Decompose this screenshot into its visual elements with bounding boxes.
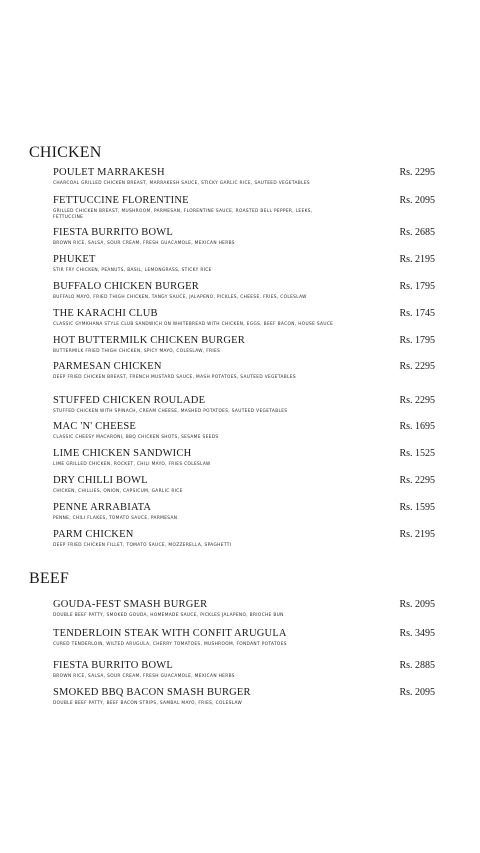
item-description: PENNE, CHILI FLAKES, TOMATO SAUCE, PARMESAN [53, 516, 178, 521]
menu-item [53, 335, 443, 355]
section-title-beef: BEEF [29, 570, 69, 587]
item-description: GRILLED CHICKEN BREAST, MUSHROOM, PARMESAN, FLORENTINE SAUCE, ROASTED BELL PEPPER, LEEKS, FETTUCCINE [53, 209, 313, 220]
item-name: DRY CHILLI BOWL [53, 475, 148, 486]
item-description: CHARCOAL GRILLED CHICKEN BREAST, MARRAKESH SAUCE, STICKY GARLIC RICE, SAUTEED VEGETABLES [53, 181, 310, 186]
item-name: MAC 'N' CHEESE [53, 421, 137, 432]
item-price: Rs. 2295 [399, 395, 435, 406]
item-price: Rs. 2095 [399, 599, 435, 610]
item-description: BUTTERMILK FRIED THIGH CHICKEN, SPICY MAYO, COLESLAW, FRIES [53, 349, 221, 354]
menu-item [53, 395, 443, 415]
item-name: LIME CHICKEN SANDWICH [53, 448, 192, 459]
item-name: FIESTA BURRITO BOWL [53, 227, 174, 238]
item-description: LIME GRILLED CHICKEN, ROCKET, CHILI MAYO, FRIES COLESLAW [53, 462, 211, 467]
item-name: FIESTA BURRITO BOWL [53, 660, 174, 671]
item-description: BROWN RICE, SALSA, SOUR CREAM, FRESH GUACAMOLE, MEXICAN HERBS [53, 241, 235, 246]
menu-item [53, 448, 443, 468]
item-name: TENDERLOIN STEAK WITH CONFIT ARUGULA [53, 628, 287, 639]
item-name: SMOKED BBQ BACON SMASH BURGER [53, 687, 251, 698]
item-description: STUFFED CHICKEN WITH SPINACH, CREAM CHEESE, MASHED POTATOES, SAUTEED VEGETABLES [53, 409, 288, 414]
item-name: POULET MARRAKESH [53, 167, 165, 178]
menu-item [53, 308, 443, 328]
item-description: DOUBLE BEEF PATTY, BEEF BACON STRIPS, SAMBAL MAYO, FRIES, COLESLAW [53, 701, 243, 706]
item-name: STUFFED CHICKEN ROULADE [53, 395, 206, 406]
menu-item [53, 361, 443, 381]
item-price: Rs. 2095 [399, 195, 435, 206]
menu-item [53, 475, 443, 495]
menu-item [53, 529, 443, 549]
item-price: Rs. 2295 [399, 475, 435, 486]
item-price: Rs. 2295 [399, 167, 435, 178]
menu-item [53, 281, 443, 301]
item-price: Rs. 1745 [399, 308, 435, 319]
item-price: Rs. 2095 [399, 687, 435, 698]
item-price: Rs. 1695 [399, 421, 435, 432]
menu-item [53, 227, 443, 247]
menu-item [53, 660, 443, 680]
menu-item [53, 421, 443, 441]
item-name: THE KARACHI CLUB [53, 308, 158, 319]
item-description: STIR FRY CHICKEN, PEANUTS, BASIL, LEMONGRASS, STICKY RICE [53, 268, 212, 273]
item-price: Rs. 1525 [399, 448, 435, 459]
menu-item [53, 599, 443, 619]
item-name: PENNE ARRABIATA [53, 502, 152, 513]
item-price: Rs. 3495 [399, 628, 435, 639]
menu-item [53, 167, 443, 187]
item-price: Rs. 2295 [399, 361, 435, 372]
menu-item [53, 628, 443, 648]
item-price: Rs. 2195 [399, 254, 435, 265]
menu-item [53, 502, 443, 522]
item-price: Rs. 2885 [399, 660, 435, 671]
item-name: GOUDA-FEST SMASH BURGER [53, 599, 208, 610]
item-price: Rs. 1595 [399, 502, 435, 513]
menu-item [53, 195, 443, 221]
item-name: HOT BUTTERMILK CHICKEN BURGER [53, 335, 245, 346]
menu-item [53, 687, 443, 707]
item-description: CURED TENDERLOIN, WILTED ARUGULA, CHERRY TOMATOES, MUSHROOM, FONDANT POTATOES [53, 642, 287, 647]
item-description: CLASSIC GYMKHANA STYLE CLUB SANDWICH ON WHITEBREAD WITH CHICKEN, EGGS, BEEF BACON, HOUSE SAUCE [53, 322, 334, 327]
item-description: BROWN RICE, SALSA, SOUR CREAM, FRESH GUACAMOLE, MEXICAN HERBS [53, 674, 235, 679]
item-description: BUFFALO MAYO, FRIED THIGH CHICKEN, TANGY SAUCE, JALAPENO, PICKLES, CHEESE, FRIES, COLESLAW [53, 295, 307, 300]
item-description: DEEP FRIED CHICKEN FILLET, TOMATO SAUCE, MOZZERELLA, SPAGHETTI [53, 543, 232, 548]
section-title-chicken: CHICKEN [29, 144, 102, 161]
item-description: CLASSIC CHEESY MACARONI, BBQ CHICKEN SHOTS, SESAME SEEDS [53, 435, 219, 440]
item-description: CHICKEN, CHILLIES, ONION, CAPSICUM, GARLIC RICE [53, 489, 183, 494]
item-name: PARMESAN CHICKEN [53, 361, 162, 372]
item-name: FETTUCCINE FLORENTINE [53, 195, 189, 206]
item-price: Rs. 2685 [399, 227, 435, 238]
item-name: BUFFALO CHICKEN BURGER [53, 281, 199, 292]
item-description: DEEP FRIED CHICKEN BREAST, FRENCH MUSTARD SAUCE, MASH POTATOES, SAUTEED VEGETABLES [53, 375, 296, 380]
item-price: Rs. 2195 [399, 529, 435, 540]
menu-item [53, 254, 443, 274]
item-price: Rs. 1795 [399, 281, 435, 292]
item-price: Rs. 1795 [399, 335, 435, 346]
item-name: PHUKET [53, 254, 96, 265]
item-name: PARM CHICKEN [53, 529, 134, 540]
item-description: DOUBLE BEEF PATTY, SMOKED GOUDA, HOMEMADE SAUCE, PICKLES JALAPENO, BRIOCHE BUN [53, 613, 284, 618]
